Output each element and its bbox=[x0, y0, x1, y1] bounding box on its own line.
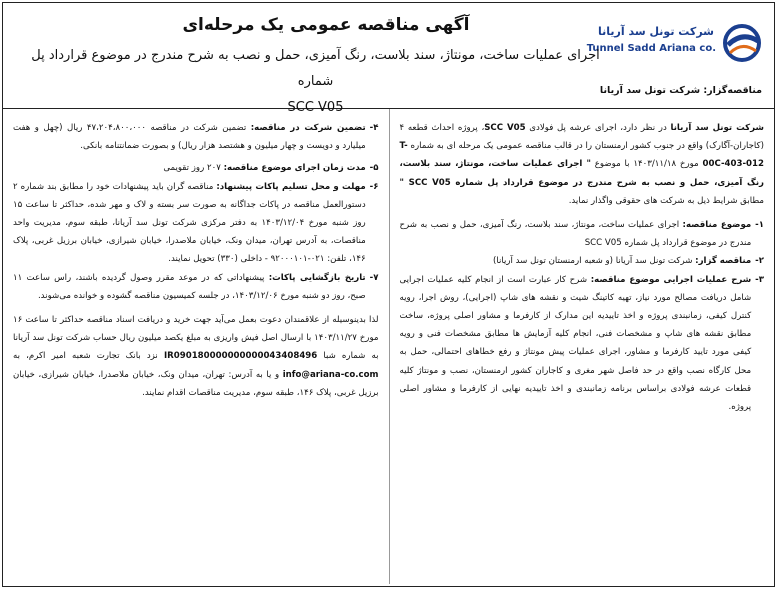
item-text: ۲۰۷ روز تقویمی bbox=[163, 163, 224, 174]
item-number: ۱- bbox=[755, 220, 764, 231]
closing-text-2: نزد بانک تجارت شعبه امیر اکرم، به bbox=[13, 351, 164, 362]
intro-text-1: در نظر دارد، اجرای عرشه پل فولادی bbox=[525, 123, 671, 133]
item-2 bbox=[400, 252, 765, 270]
notice-header bbox=[3, 3, 774, 115]
intro-subject: " اجرای عملیات ساخت، مونتاژ، سند بلاست، رنگ آمیزی، حمل و نصب به شرح مندرج در موضوع قرارداد پل شماره SCC V05 " bbox=[399, 159, 764, 188]
item-text: اجرای عملیات ساخت، مونتاژ، سند بلاست، رنگ آمیزی، حمل و نصب به شرح مندرج در موضوع قرارداد پل شماره SCC V05 bbox=[399, 220, 752, 249]
intro-tender-number: T-00C-403-012 bbox=[399, 141, 764, 170]
email-link[interactable]: info@ariana-co.com bbox=[282, 369, 379, 380]
subtitle-line-1: اجرای عملیات ساخت، مونتاژ، سند بلاست، رنگ آمیزی، حمل و نصب به شرح مندرج در موضوع قرارداد پل شماره bbox=[31, 48, 600, 89]
logo-mark-icon bbox=[720, 23, 764, 63]
item-text: شرح کار عبارت است از انجام کلیه عملیات اجرایی شامل دریافت مصالح مورد نیاز، تهیه کاتینگ شیت و نقشه های شاپ (اجرایی)، روش اجرا، رویه کنترل کیفی، زمانبندی پروژه و اخذ تاییدیه این مدارک از کارفرما و مشاور اصلی پروژه، ساخت مطابق نقشه های شاپ و مشخصات فنی، انجام کلیه آزمایش ها مطابق مشخصات فنی و رویه کیفی مورد تایید کارفرما و مشاور، اجرای عملیات پیش مونتاژ و رفع خطاهای احتمالی، حمل به محل کارگاه نصب واقع در حد فاصل شهر مغری و کاجاران کشور ارمنستان، نصب و مونتاژ کلیه قطعات عرشه فولادی براساس برنامه زمانبندی و اخذ تاییدیه نهایی از کارفرما و مشاور اصلی پروژه. bbox=[399, 274, 752, 413]
item-5 bbox=[13, 159, 379, 177]
item-label: تاریخ بازگشایی پاکات: bbox=[268, 272, 366, 283]
item-number: ۴- bbox=[369, 123, 379, 133]
item-label: مهلت و محل تسلیم پاکات پیشنهاد: bbox=[216, 181, 366, 192]
closing-paragraph bbox=[13, 311, 379, 402]
item-number: ۶- bbox=[369, 181, 379, 192]
item-label: تضمین شرکت در مناقصه: bbox=[250, 123, 366, 133]
tender-notice bbox=[2, 2, 775, 587]
item-label: شرح عملیات اجرایی موضوع مناقصه: bbox=[590, 274, 752, 285]
subtitle-line-2: SCC V05 bbox=[287, 100, 344, 115]
employer-label: مناقصه‌گزار: شرکت تونل سد آریانا bbox=[599, 85, 762, 96]
item-number: ۷- bbox=[369, 272, 379, 283]
closing-text-3: و یا به آدرس: تهران، میدان ونک، خیابان ملاصدرا، خیابان شیرازی، خیابان برزیل غربی، پلاک ۱۴۶، طبقه سوم، مدیریت مناقصات اقدام نمایند. bbox=[13, 369, 379, 398]
item-number: ۳- bbox=[755, 274, 764, 285]
intro-text-2: ، پروژه احداث قطعه ۴ (کاجاران-آگارک) واقع در جنوب کشور ارمنستان را در قالب مناقصه عمومی یک مرحله ای به شماره bbox=[399, 123, 764, 152]
item-6 bbox=[13, 178, 379, 269]
item-text: تضمین شرکت در مناقصه ۴۷،۲۰۴،۸۰۰،۰۰۰ ریال (چهل و هفت میلیارد و دویست و چهار میلیون و هشتصد هزار ریال) و بصورت ضمانتنامه بانکی. bbox=[13, 123, 366, 152]
item-4 bbox=[13, 119, 379, 155]
intro-bridge-code: SCC V05 bbox=[484, 123, 526, 133]
intro-company: شرکت تونل سد آریانا bbox=[670, 123, 764, 133]
item-number: ۵- bbox=[369, 163, 379, 174]
item-1 bbox=[400, 216, 765, 252]
company-logo bbox=[586, 19, 764, 79]
intro-paragraph bbox=[400, 119, 765, 210]
intro-text-3: مورخ ۱۴۰۳/۱۱/۱۸ با موضوع bbox=[590, 159, 703, 170]
intro-text-4: مطابق شرایط ذیل به شرکت های حقوقی واگذار نماید. bbox=[568, 195, 764, 206]
item-text: پیشنهاداتی که در موعد مقرر وصول گردیده باشند، راس ساعت ۱۱ صبح، روز دو شنبه مورخ ۱۴۰۳/۱۲/۰۶، در جلسه کمیسیون مناقصه گشوده و خوانده می‌شوند. bbox=[13, 272, 366, 301]
item-3 bbox=[400, 271, 765, 417]
right-column bbox=[389, 109, 775, 584]
item-text: شرکت تونل سد آریانا (و شعبه ارمنستان تونل سد آریانا) bbox=[493, 256, 696, 267]
notice-subtitle bbox=[17, 43, 614, 121]
item-label: مدت زمان اجرای موضوع مناقصه: bbox=[223, 163, 366, 174]
item-text: مناقصه گران باید پیشنهادات خود را مطابق بند شماره ۲ دستورالعمل مناقصه در پاکات جداگانه به صورت سر بسته و لاک و مهر شده، حداکثر تا ساعت ۱۵ روز شنبه مورخ ۱۴۰۳/۱۲/۰۴ به دفتر مرکزی شرکت تونل سد آریانا، طبقه سوم، مدیریت واحد مناقصات، به آدرس تهران، میدان ونک، خیابان ملاصدرا، خیابان شیرازی، خیابان برزیل غربی، پلاک ۱۴۶، تلفن: ۰۲۱-۹۲۰۰۰۱۰۱ - داخلی (۳۳۰) تحویل نمایند. bbox=[13, 181, 366, 265]
item-number: ۲- bbox=[755, 256, 764, 267]
logo-text-fa: شرکت تونل سد آریانا bbox=[598, 25, 714, 38]
item-label: موضوع مناقصه: bbox=[682, 220, 752, 231]
left-column bbox=[3, 109, 389, 584]
item-label: مناقصه گزار: bbox=[695, 256, 752, 267]
item-7 bbox=[13, 269, 379, 305]
logo-text-en: Tunnel Sadd Ariana co. bbox=[586, 43, 716, 54]
iban-number: IR090180000000000043408496 bbox=[163, 351, 318, 362]
closing-text-1: لذا بدینوسیله از علاقمندان دعوت بعمل می‌آید جهت خرید و دریافت اسناد مناقصه حداکثر تا ساعت ۱۶ مورخ ۱۴۰۳/۱۱/۲۷ با ارسال اصل فیش واریزی به مبلغ یکصد میلیون ریال حساب شرکت تونل سد آریانا به شماره شبا bbox=[13, 315, 379, 362]
notice-title: آگهی مناقصه عمومی یک مرحله‌ای bbox=[182, 15, 470, 35]
notice-body bbox=[3, 109, 774, 584]
